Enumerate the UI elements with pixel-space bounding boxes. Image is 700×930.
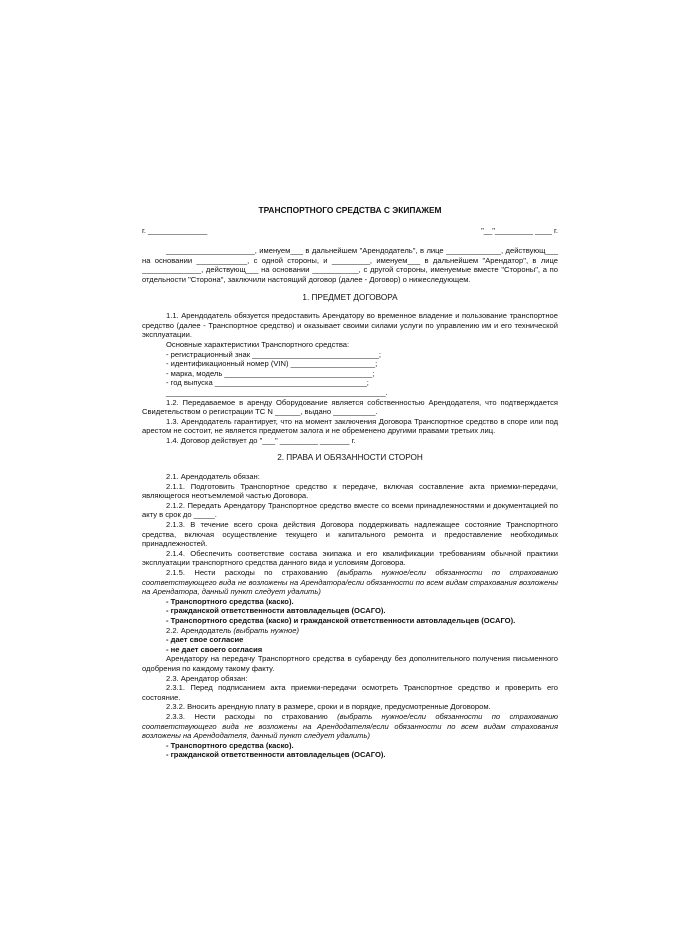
clause-2-3-3 [142, 712, 558, 741]
clause-2-1: 2.1. Арендодатель обязан: [166, 472, 260, 482]
clause-1-2: 1.2. Передаваемое в аренду Оборудование является собственностью Арендодателя, что подтверждается Свидетельством о регистрации ТС N ______, выдано __________. [142, 397, 558, 417]
place-date-row [142, 226, 558, 236]
clause-2-1-4: 2.1.4. Обеспечить соответствие состава экипажа и его квалификации требованиям обычной практики эксплуатации транспортного средства данного вида и условиям Договора. [142, 548, 558, 568]
sublease-text: Арендатору на передачу Транспортного средства в субаренду без дополнительного получения письменного одобрения по каждому такому факту. [142, 654, 558, 673]
clause-1-3: 1.3. Арендодатель гарантирует, что на момент заключения Договора Транспортное средство в споре или под арестом не состоит, не является предметом залога и не обременено другими правами третьих лиц. [142, 416, 558, 436]
insurance2-kasko: - Транспортного средства (каско). [166, 740, 294, 750]
clause-2-2 [142, 626, 558, 636]
clause-2-3-3-text: 2.3.3. Нести расходы по страхованию [166, 711, 328, 721]
clause-2-2-text: 2.2. Арендодатель [166, 625, 232, 635]
char-model: - марка, модель ___________________________________; [166, 368, 375, 378]
char-year: - год выпуска ____________________________________; [166, 378, 369, 388]
insurance-osago: - гражданской ответственности автовладельцев (ОСАГО). [166, 606, 386, 616]
clause-2-2-note: (выбрать нужное) [233, 625, 300, 635]
preamble: _____________________, именуем___ в дальнейшем "Арендодатель", в лице _____________, действующ___ на основании ____________, с одной стороны, и _________, именуем___ в дальнейшем "Арендатор", в лице ______________, действующ___ на основании ___________, с другой стороны, именуемые вместе "Стороны", а по отдельности "Сторона", заключили настоящий договор (далее - Договор) о нижеследующем. [142, 246, 558, 284]
clause-2-3: 2.3. Арендатор обязан: [166, 673, 248, 683]
clause-2-3-2: 2.3.2. Вносить арендную плату в размере, сроки и в порядке, предусмотренные Договором. [166, 702, 491, 712]
clause-2-1-2: 2.1.2. Передать Арендатору Транспортное средство вместе со всеми принадлежностями и документацией по акту в срок до _____. [142, 500, 558, 520]
insurance-both: - Транспортного средства (каско) и гражданской ответственности автовладельцев (ОСАГО). [166, 615, 516, 625]
consent-yes: - дает свое согласие [166, 635, 244, 645]
consent-no: - не дает своего согласия [166, 644, 263, 654]
clause-2-1-5-text: 2.1.5. Нести расходы по страхованию [166, 568, 328, 577]
insurance-kasko: - Транспортного средства (каско). [166, 596, 294, 606]
char-registration: - регистрационный знак ______________________________; [166, 349, 381, 359]
clause-2-1-1: 2.1.1. Подготовить Транспортное средство к передаче, включая составление акта приемки-передачи, являющегося неотъемлемой частью Договора. [142, 481, 558, 501]
clause-2-1-3: 2.1.3. В течение всего срока действия Договора поддерживать надлежащее состояние Транспортного средства, включая осуществление текущего и капитального ремонта и предоставление необходимых принадлежностей. [142, 520, 558, 549]
insurance2-osago: - гражданской ответственности автовладельцев (ОСАГО). [166, 750, 386, 760]
clause-1-1: 1.1. Арендодатель обязуется предоставить Арендатору во временное владение и пользование транспортное средство (далее - Транспортное средство) и оказывает своими силами услуги по управлению им и его технической эксплуатации. [142, 311, 558, 340]
clause-2-3-1: 2.3.1. Перед подписанием акта приемки-передачи осмотреть Транспортное средство и проверить его состояние. [142, 683, 558, 702]
document-body [142, 200, 558, 760]
char-blank: ____________________________________________________. [166, 387, 388, 397]
clause-2-3-3-note: (выбрать нужное/если обязанности по страхованию соответствующего вида не возложены на Арендодателя/если обязанности по всем видам страхования возложены на Арендодателя, данный пункт следует удалить) [142, 711, 559, 741]
char-vin: - идентификационный номер (VIN) ____________________; [166, 359, 378, 369]
clause-2-1-5-note: (выбрать нужное/если обязанности по страхованию соответствующего вида не возложены на Арендатора/если обязанности по всем видам страхования возложены на Арендатора, данный пункт следует удалить) [142, 568, 559, 597]
section-1-heading: 1. ПРЕДМЕТ ДОГОВОРА [302, 292, 398, 302]
clause-1-4: 1.4. Договор действует до "___" _________ _______ г. [166, 435, 356, 445]
clause-2-1-5 [142, 568, 558, 597]
section-2-heading: 2. ПРАВА И ОБЯЗАННОСТИ СТОРОН [277, 453, 423, 463]
city-field: г. ______________ [142, 225, 208, 235]
document-title: ТРАНСПОРТНОГО СРЕДСТВА С ЭКИПАЖЕМ [258, 205, 442, 215]
date-field: "__"_________ ____ г. [481, 225, 558, 235]
characteristics-intro: Основные характеристики Транспортного средства: [166, 339, 350, 349]
